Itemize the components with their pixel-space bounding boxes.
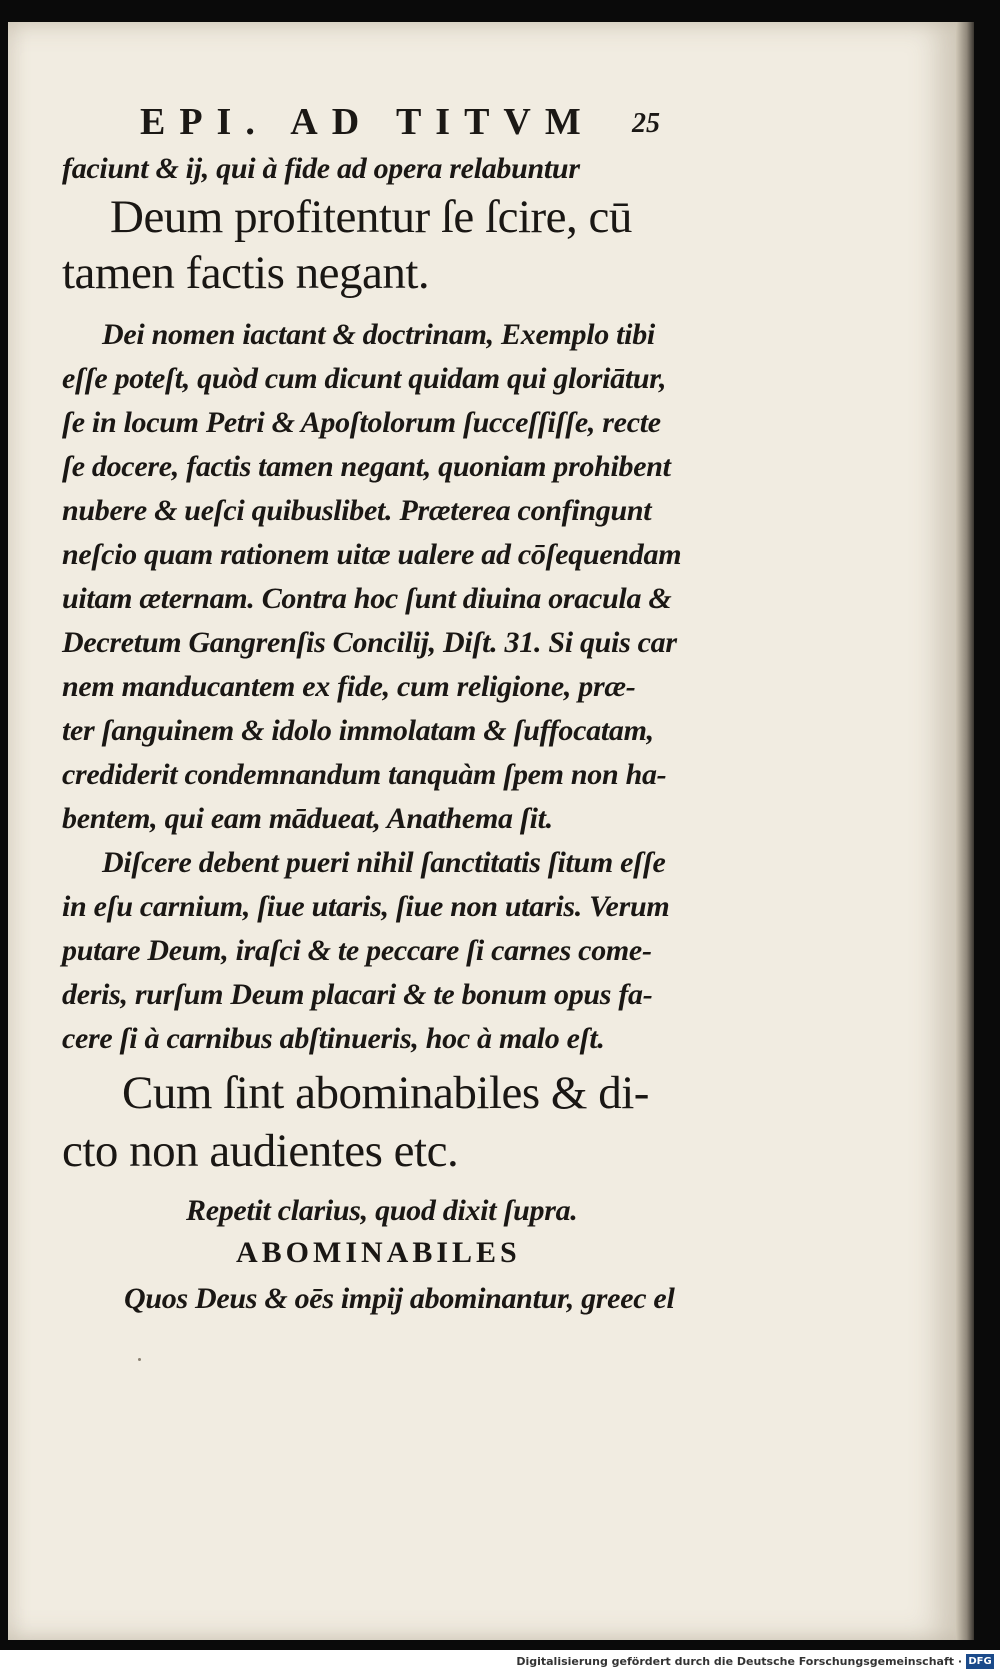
dfg-logo: DFG xyxy=(966,1654,994,1669)
lemma-line: Cum ſint abominabiles & di- xyxy=(122,1067,649,1119)
text-line: nubere & ueſci quibuslibet. Præterea confingunt xyxy=(62,494,652,527)
page-speck xyxy=(138,1358,141,1361)
running-head xyxy=(140,100,660,150)
text-line: Repetit clarius, quod dixit ſupra. xyxy=(186,1194,578,1227)
text-line: cere ſi à carnibus abſtinueris, hoc à malo eſt. xyxy=(62,1022,605,1055)
text-line: Decretum Gangrenſis Concilij, Diſt. 31. Si quis car xyxy=(62,626,677,659)
text-line: putare Deum, iraſci & te peccare ſi carnes come- xyxy=(62,934,652,967)
text-line: bentem, qui eam mādueat, Anathema ſit. xyxy=(62,802,553,835)
text-line: crediderit condemnandum tanquàm ſpem non ha- xyxy=(62,758,667,791)
lemma-line: Deum profitentur ſe ſcire, cū xyxy=(110,191,632,243)
text-line: ter ſanguinem & idolo immolatam & ſuffocatam, xyxy=(62,714,654,747)
text-line: neſcio quam rationem uitæ ualere ad cōſequendam xyxy=(62,538,682,571)
page-number: 25 xyxy=(632,108,660,139)
text-line: Quos Deus & oēs impij abominantur, greec el xyxy=(124,1282,675,1315)
text-line: eſſe poteſt, quòd cum dicunt quidam qui gloriātur, xyxy=(62,362,667,395)
text-line: faciunt & ij, qui à fide ad opera relabuntur xyxy=(62,152,580,185)
footer-credit: Digitalisierung gefördert durch die Deutsche Forschungsgemeinschaft · xyxy=(516,1655,962,1668)
running-head-title: EPI. AD TITVM xyxy=(140,101,595,143)
text-line: uitam æternam. Contra hoc ſunt diuina oracula & xyxy=(62,582,672,615)
text-line: nem manducantem ex fide, cum religione, præ- xyxy=(62,670,636,703)
text-line: Dei nomen iactant & doctrinam, Exemplo tibi xyxy=(102,318,655,351)
text-line: in eſu carnium, ſiue utaris, ſiue non utaris. Verum xyxy=(62,890,670,923)
text-line: Diſcere debent pueri nihil ſanctitatis ſitum eſſe xyxy=(102,846,666,879)
text-line: deris, rurſum Deum placari & te bonum opus fa- xyxy=(62,978,653,1011)
heading-line: ABOMINABILES xyxy=(236,1236,521,1269)
text-line: ſe in locum Petri & Apoſtolorum ſucceſſiſſe, recte xyxy=(62,406,661,439)
text-line: ſe docere, factis tamen negant, quoniam prohibent xyxy=(62,450,671,483)
lemma-line: tamen factis negant. xyxy=(62,247,430,299)
lemma-line: cto non audientes etc. xyxy=(62,1125,459,1177)
page-edge xyxy=(956,22,974,1640)
